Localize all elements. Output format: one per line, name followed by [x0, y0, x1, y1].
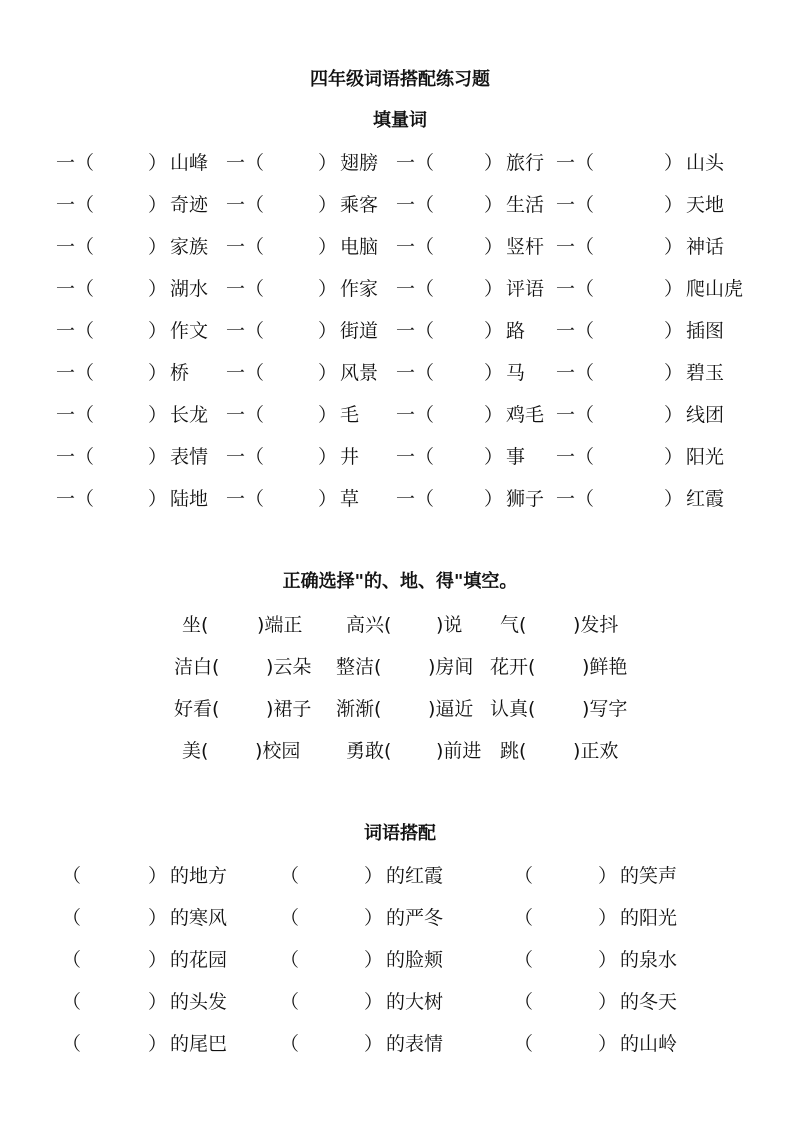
measure-prefix: 一（ [396, 446, 435, 468]
phrase-after-blank: )写字 [582, 698, 628, 720]
measure-word-target: 家族 [170, 236, 209, 258]
measure-word-target: 街道 [340, 320, 379, 342]
measure-prefix: 一（ [56, 278, 95, 300]
matching-word: 的寒风 [170, 907, 228, 929]
matching-word: 的地方 [170, 865, 228, 887]
blank-close-paren: ） [148, 194, 168, 216]
blank-open-paren: （ [280, 991, 300, 1013]
measure-word-target: 山峰 [170, 152, 209, 174]
blank-close-paren: ） [148, 236, 168, 258]
blank-close-paren: ） [148, 865, 168, 887]
measure-prefix: 一（ [226, 446, 265, 468]
blank-open-paren: （ [514, 907, 534, 929]
measure-word-target: 翅膀 [340, 152, 379, 174]
measure-word-target: 爬山虎 [686, 278, 744, 300]
blank-close-paren: ） [148, 446, 168, 468]
blank-close-paren: ） [148, 362, 168, 384]
blank-close-paren: ） [148, 404, 168, 426]
section-title-word-matching: 词语搭配 [364, 823, 436, 844]
measure-word-target: 草 [340, 488, 360, 510]
measure-word-target: 作文 [170, 320, 209, 342]
phrase-after-blank: )房间 [428, 656, 474, 678]
phrase-after-blank: )裙子 [266, 698, 312, 720]
matching-word: 的尾巴 [170, 1033, 228, 1055]
measure-word-target: 长龙 [170, 404, 209, 426]
blank-open-paren: （ [514, 1033, 534, 1055]
phrase-after-blank: )正欢 [573, 740, 619, 762]
blank-close-paren: ） [318, 488, 338, 510]
blank-open-paren: （ [62, 949, 82, 971]
blank-close-paren: ） [318, 320, 338, 342]
phrase-before-blank: 高兴( [346, 614, 392, 636]
measure-word-target: 陆地 [170, 488, 209, 510]
phrase-after-blank: )说 [436, 614, 463, 636]
measure-word-target: 天地 [686, 194, 725, 216]
measure-word-target: 线团 [686, 404, 725, 426]
phrase-after-blank: )端正 [257, 614, 303, 636]
blank-close-paren: ） [664, 194, 684, 216]
blank-close-paren: ） [148, 152, 168, 174]
measure-word-target: 碧玉 [686, 362, 725, 384]
measure-prefix: 一（ [396, 236, 435, 258]
blank-close-paren: ） [598, 865, 618, 887]
measure-prefix: 一（ [226, 362, 265, 384]
measure-word-target: 毛 [340, 404, 360, 426]
matching-word: 的笑声 [620, 865, 678, 887]
matching-word: 的冬天 [620, 991, 678, 1013]
measure-prefix: 一（ [396, 320, 435, 342]
measure-prefix: 一（ [556, 152, 595, 174]
blank-close-paren: ） [598, 949, 618, 971]
blank-open-paren: （ [62, 1033, 82, 1055]
measure-prefix: 一（ [556, 362, 595, 384]
measure-word-target: 湖水 [170, 278, 209, 300]
blank-close-paren: ） [148, 320, 168, 342]
blank-close-paren: ） [664, 320, 684, 342]
measure-word-target: 评语 [506, 278, 545, 300]
measure-prefix: 一（ [556, 320, 595, 342]
blank-close-paren: ） [364, 865, 384, 887]
phrase-before-blank: 花开( [490, 656, 536, 678]
blank-open-paren: （ [280, 949, 300, 971]
measure-prefix: 一（ [56, 362, 95, 384]
blank-close-paren: ） [484, 362, 504, 384]
blank-close-paren: ） [484, 404, 504, 426]
measure-prefix: 一（ [56, 446, 95, 468]
blank-close-paren: ） [664, 446, 684, 468]
phrase-before-blank: 美( [182, 740, 209, 762]
phrase-before-blank: 勇敢( [346, 740, 392, 762]
blank-close-paren: ） [364, 991, 384, 1013]
phrase-after-blank: )前进 [436, 740, 482, 762]
measure-prefix: 一（ [396, 152, 435, 174]
blank-close-paren: ） [484, 320, 504, 342]
phrase-before-blank: 好看( [174, 698, 220, 720]
measure-word-target: 风景 [340, 362, 379, 384]
blank-open-paren: （ [514, 865, 534, 887]
measure-prefix: 一（ [556, 404, 595, 426]
measure-word-target: 鸡毛 [506, 404, 545, 426]
measure-prefix: 一（ [226, 320, 265, 342]
blank-close-paren: ） [484, 236, 504, 258]
blank-close-paren: ） [364, 949, 384, 971]
measure-prefix: 一（ [396, 194, 435, 216]
measure-prefix: 一（ [556, 488, 595, 510]
matching-word: 的大树 [386, 991, 444, 1013]
measure-word-target: 红霞 [686, 488, 725, 510]
measure-prefix: 一（ [396, 278, 435, 300]
blank-close-paren: ） [318, 278, 338, 300]
blank-close-paren: ） [664, 404, 684, 426]
measure-prefix: 一（ [56, 404, 95, 426]
measure-prefix: 一（ [396, 404, 435, 426]
phrase-before-blank: 整洁( [336, 656, 382, 678]
blank-close-paren: ） [318, 446, 338, 468]
measure-word-target: 竖杆 [506, 236, 545, 258]
blank-close-paren: ） [664, 236, 684, 258]
measure-word-target: 旅行 [506, 152, 545, 174]
blank-close-paren: ） [664, 488, 684, 510]
measure-prefix: 一（ [56, 236, 95, 258]
measure-word-target: 插图 [686, 320, 725, 342]
measure-word-target: 乘客 [340, 194, 379, 216]
blank-close-paren: ） [318, 236, 338, 258]
blank-open-paren: （ [280, 865, 300, 887]
measure-prefix: 一（ [226, 194, 265, 216]
blank-close-paren: ） [664, 278, 684, 300]
measure-prefix: 一（ [556, 278, 595, 300]
matching-word: 的红霞 [386, 865, 444, 887]
blank-close-paren: ） [318, 362, 338, 384]
blank-close-paren: ） [364, 907, 384, 929]
phrase-before-blank: 跳( [500, 740, 527, 762]
phrase-after-blank: )发抖 [573, 614, 619, 636]
phrase-before-blank: 洁白( [174, 656, 220, 678]
phrase-after-blank: )校园 [255, 740, 301, 762]
blank-close-paren: ） [318, 404, 338, 426]
matching-word: 的头发 [170, 991, 228, 1013]
measure-prefix: 一（ [56, 320, 95, 342]
blank-close-paren: ） [148, 278, 168, 300]
blank-close-paren: ） [664, 362, 684, 384]
phrase-after-blank: )鲜艳 [582, 656, 628, 678]
phrase-before-blank: 坐( [182, 614, 209, 636]
matching-word: 的脸颊 [386, 949, 444, 971]
matching-word: 的阳光 [620, 907, 678, 929]
measure-prefix: 一（ [226, 236, 265, 258]
measure-prefix: 一（ [556, 446, 595, 468]
measure-word-target: 狮子 [506, 488, 545, 510]
blank-close-paren: ） [484, 194, 504, 216]
phrase-after-blank: )逼近 [428, 698, 474, 720]
measure-word-target: 山头 [686, 152, 725, 174]
measure-word-target: 路 [506, 320, 526, 342]
blank-close-paren: ） [148, 949, 168, 971]
blank-close-paren: ） [598, 907, 618, 929]
measure-word-target: 电脑 [340, 236, 379, 258]
phrase-before-blank: 渐渐( [336, 698, 382, 720]
page-title: 四年级词语搭配练习题 [310, 69, 490, 90]
blank-close-paren: ） [598, 1033, 618, 1055]
blank-close-paren: ） [364, 1033, 384, 1055]
measure-prefix: 一（ [226, 404, 265, 426]
measure-prefix: 一（ [556, 194, 595, 216]
measure-word-target: 神话 [686, 236, 725, 258]
matching-word: 的严冬 [386, 907, 444, 929]
blank-close-paren: ） [318, 194, 338, 216]
matching-word: 的表情 [386, 1033, 444, 1055]
measure-prefix: 一（ [226, 278, 265, 300]
measure-word-target: 马 [506, 362, 526, 384]
measure-prefix: 一（ [56, 152, 95, 174]
measure-word-target: 事 [506, 446, 526, 468]
measure-prefix: 一（ [396, 362, 435, 384]
blank-open-paren: （ [280, 1033, 300, 1055]
measure-word-target: 桥 [170, 362, 190, 384]
blank-close-paren: ） [598, 991, 618, 1013]
measure-prefix: 一（ [56, 194, 95, 216]
measure-word-target: 作家 [340, 278, 379, 300]
blank-close-paren: ） [148, 488, 168, 510]
measure-prefix: 一（ [226, 488, 265, 510]
measure-prefix: 一（ [556, 236, 595, 258]
blank-close-paren: ） [484, 488, 504, 510]
blank-close-paren: ） [148, 907, 168, 929]
blank-close-paren: ） [484, 446, 504, 468]
measure-word-target: 生活 [506, 194, 545, 216]
measure-word-target: 奇迹 [170, 194, 209, 216]
blank-close-paren: ） [318, 152, 338, 174]
blank-close-paren: ） [484, 152, 504, 174]
blank-close-paren: ） [148, 1033, 168, 1055]
matching-word: 的花园 [170, 949, 228, 971]
blank-close-paren: ） [484, 278, 504, 300]
blank-open-paren: （ [62, 865, 82, 887]
blank-close-paren: ） [148, 991, 168, 1013]
measure-prefix: 一（ [56, 488, 95, 510]
phrase-before-blank: 气( [500, 614, 527, 636]
blank-close-paren: ） [664, 152, 684, 174]
measure-word-target: 表情 [170, 446, 209, 468]
blank-open-paren: （ [62, 991, 82, 1013]
matching-word: 的山岭 [620, 1033, 678, 1055]
phrase-before-blank: 认真( [490, 698, 536, 720]
blank-open-paren: （ [514, 949, 534, 971]
matching-word: 的泉水 [620, 949, 678, 971]
blank-open-paren: （ [280, 907, 300, 929]
blank-open-paren: （ [62, 907, 82, 929]
measure-word-target: 阳光 [686, 446, 725, 468]
section-title-measure-words: 填量词 [373, 110, 427, 131]
measure-word-target: 井 [340, 446, 360, 468]
phrase-after-blank: )云朵 [266, 656, 312, 678]
section-title-de-di-de: 正确选择"的、地、得"填空。 [282, 571, 518, 592]
measure-prefix: 一（ [226, 152, 265, 174]
measure-prefix: 一（ [396, 488, 435, 510]
blank-open-paren: （ [514, 991, 534, 1013]
